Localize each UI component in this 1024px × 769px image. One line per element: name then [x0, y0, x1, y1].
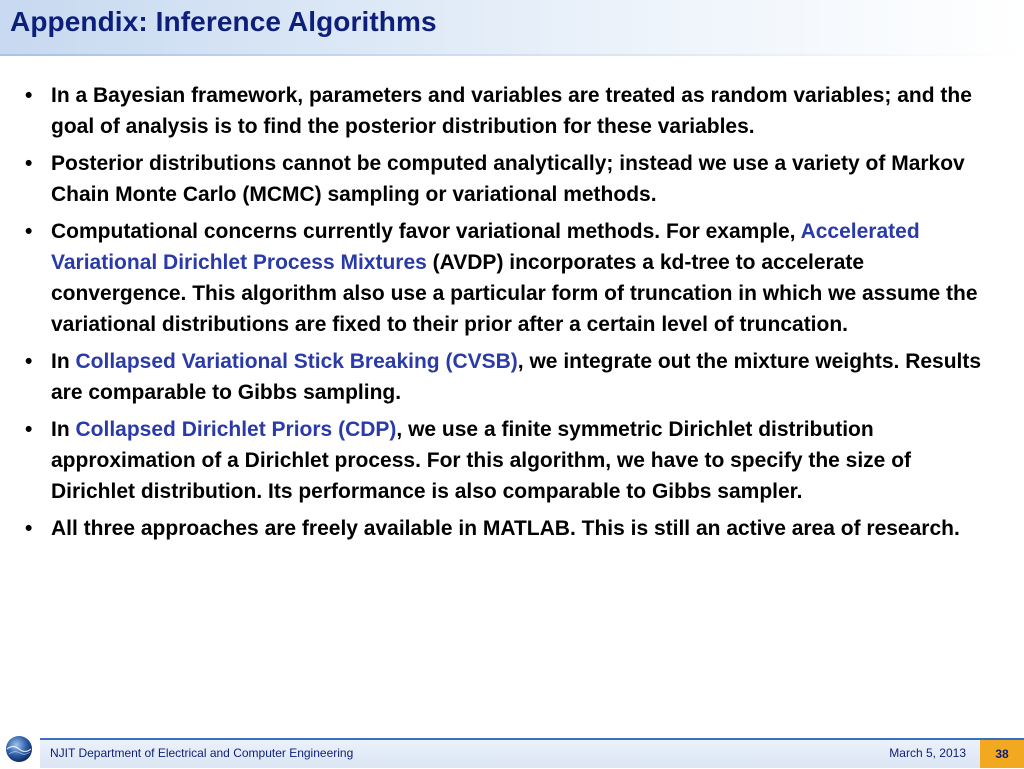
bullet-marker: •: [25, 220, 33, 243]
page-number: 38: [995, 747, 1009, 761]
slide-title: Appendix: Inference Algorithms: [10, 6, 437, 37]
bullet-text: Computational concerns currently favor variational methods. For example,: [51, 220, 801, 243]
bullet-text: All three approaches are freely available in MATLAB. This is still an active area of research.: [51, 517, 960, 540]
title-bar: [0, 0, 1024, 56]
bullet-marker: •: [25, 152, 33, 175]
bullet-text: In: [51, 350, 76, 373]
bullet-text: , we use a finite symmetric Dirichlet distribution approximation of a Dirichlet process. For this algorithm, we have to specify the size of Dirichlet distribution. Its performance is also comparable to Gibbs sampler.: [51, 418, 912, 503]
bullet-item: [22, 414, 997, 507]
bullet-item: [22, 148, 997, 210]
bullet-item: [22, 346, 997, 408]
bullet-text: , we integrate out the mixture weights. Results are comparable to Gibbs sampling.: [51, 350, 982, 404]
bullet-item: [22, 216, 997, 340]
highlighted-term: Collapsed Variational Stick Breaking (CVSB): [75, 350, 518, 373]
highlighted-term: Accelerated Variational Dirichlet Process Mixtures: [51, 220, 920, 274]
bullet-marker: •: [25, 517, 33, 540]
bullet-list: [22, 80, 997, 550]
bullet-item: [22, 513, 997, 544]
bullet-marker: •: [25, 350, 33, 373]
footer-date: March 5, 2013: [889, 746, 966, 760]
globe-logo-icon: [4, 734, 34, 764]
bullet-text: In: [51, 418, 76, 441]
footer-organization: NJIT Department of Electrical and Computer Engineering: [50, 746, 354, 760]
page-number-box: [980, 740, 1024, 768]
bullet-marker: •: [25, 84, 33, 107]
highlighted-term: Collapsed Dirichlet Priors (CDP): [75, 418, 397, 441]
bullet-marker: •: [25, 418, 33, 441]
bullet-text: In a Bayesian framework, parameters and variables are treated as random variables; and the goal of analysis is to find the posterior distribution for these variables.: [51, 84, 972, 138]
bullet-text: Posterior distributions cannot be computed analytically; instead we use a variety of Markov Chain Monte Carlo (MCMC) sampling or variational methods.: [51, 152, 965, 206]
bullet-item: [22, 80, 997, 142]
bullet-text: (AVDP) incorporates a kd-tree to accelerate convergence. This algorithm also use a particular form of truncation in which we assume the variational distributions are fixed to their prior after a certain level of truncation.: [51, 251, 978, 336]
